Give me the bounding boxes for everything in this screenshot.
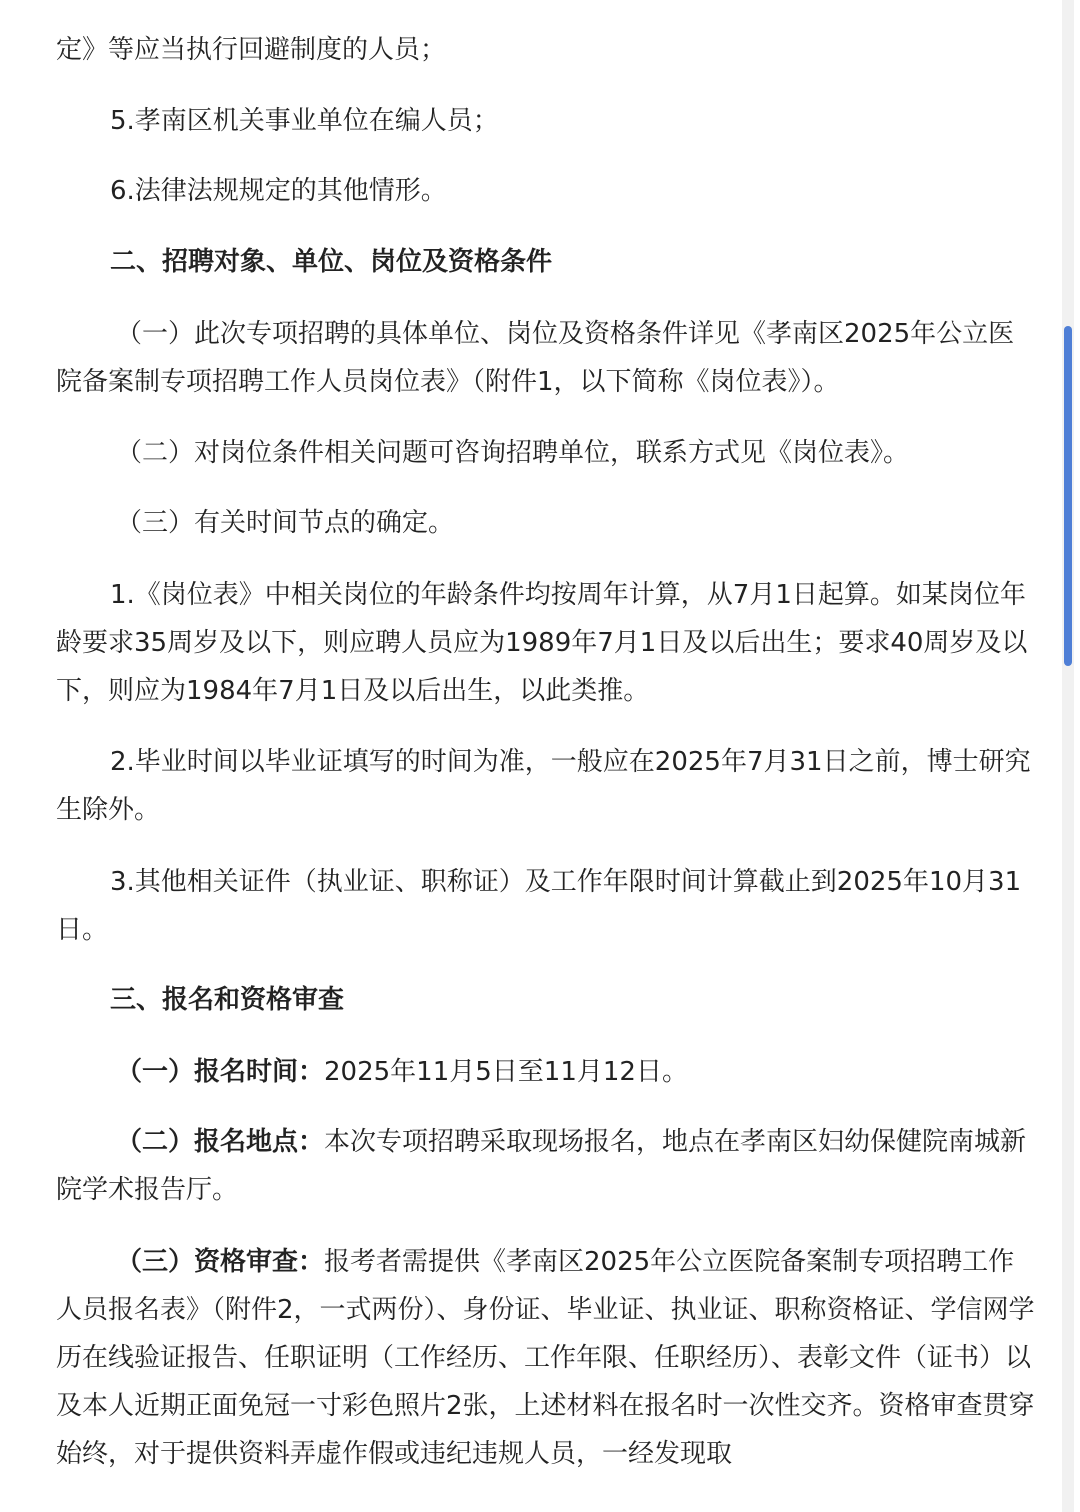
paragraph-avoidance-continued: 定》等应当执行回避制度的人员； [56, 35, 447, 65]
paragraph-graduation-rule: 2.毕业时间以毕业证填写的时间为准，一般应在2025年7月31日之前，博士研究生除外。 [56, 747, 1031, 825]
scrollbar-thumb[interactable] [1064, 326, 1072, 666]
paragraph-registration-place [56, 1118, 1036, 1214]
paragraph-item-6: 6.法律法规规定的其他情形。 [110, 176, 447, 206]
qualification-review-text: 报考者需提供《孝南区2025年公立医院备案制专项招聘工作人员报名表》（附件2，一式两份）、身份证、毕业证、执业证、职称资格证、学信网学历在线验证报告、任职证明（工作经历、工作年限、任职经历）、表彰文件（证书）以及本人近期正面免冠一寸彩色照片2张，上述材料在报名时一次性交齐。资格审查贯穿始终，对于提供资料弄虚作假或违纪违规人员，一经发现取 [56, 1247, 1035, 1469]
section-heading-2: 二、招聘对象、单位、岗位及资格条件 [110, 247, 553, 277]
scrollbar-track[interactable] [1062, 0, 1074, 1512]
paragraph-qualification-review [56, 1238, 1036, 1478]
registration-time-text: 2025年11月5日至11月12日。 [324, 1057, 688, 1087]
paragraph-2-1: （一）此次专项招聘的具体单位、岗位及资格条件详见《孝南区2025年公立医院备案制专项招聘工作人员岗位表》（附件1，以下简称《岗位表》）。 [56, 319, 1015, 397]
paragraph-item-5: 5.孝南区机关事业单位在编人员； [110, 106, 499, 136]
paragraph-certificate-rule: 3.其他相关证件（执业证、职称证）及工作年限时间计算截止到2025年10月31日。 [56, 867, 1022, 945]
registration-place-label: （二）报名地点： [116, 1127, 325, 1157]
qualification-review-label: （三）资格审查： [116, 1247, 325, 1277]
paragraph-2-3: （三）有关时间节点的确定。 [116, 508, 455, 538]
paragraph-registration-time [56, 1048, 1036, 1096]
registration-place-text: 本次专项招聘采取现场报名，地点在孝南区妇幼保健院南城新院学术报告厅。 [56, 1127, 1027, 1205]
paragraph-2-2: （二）对岗位条件相关问题可咨询招聘单位，联系方式见《岗位表》。 [116, 438, 910, 468]
section-heading-3: 三、报名和资格审查 [110, 985, 345, 1015]
registration-time-label: （一）报名时间： [116, 1057, 325, 1087]
paragraph-age-rule: 1.《岗位表》中相关岗位的年龄条件均按周年计算，从7月1日起算。如某岗位年龄要求35周岁及以下，则应聘人员应为1989年7月1日及以后出生；要求40周岁及以下，则应为1984年7月1日及以后出生，以此类推。 [56, 580, 1028, 706]
